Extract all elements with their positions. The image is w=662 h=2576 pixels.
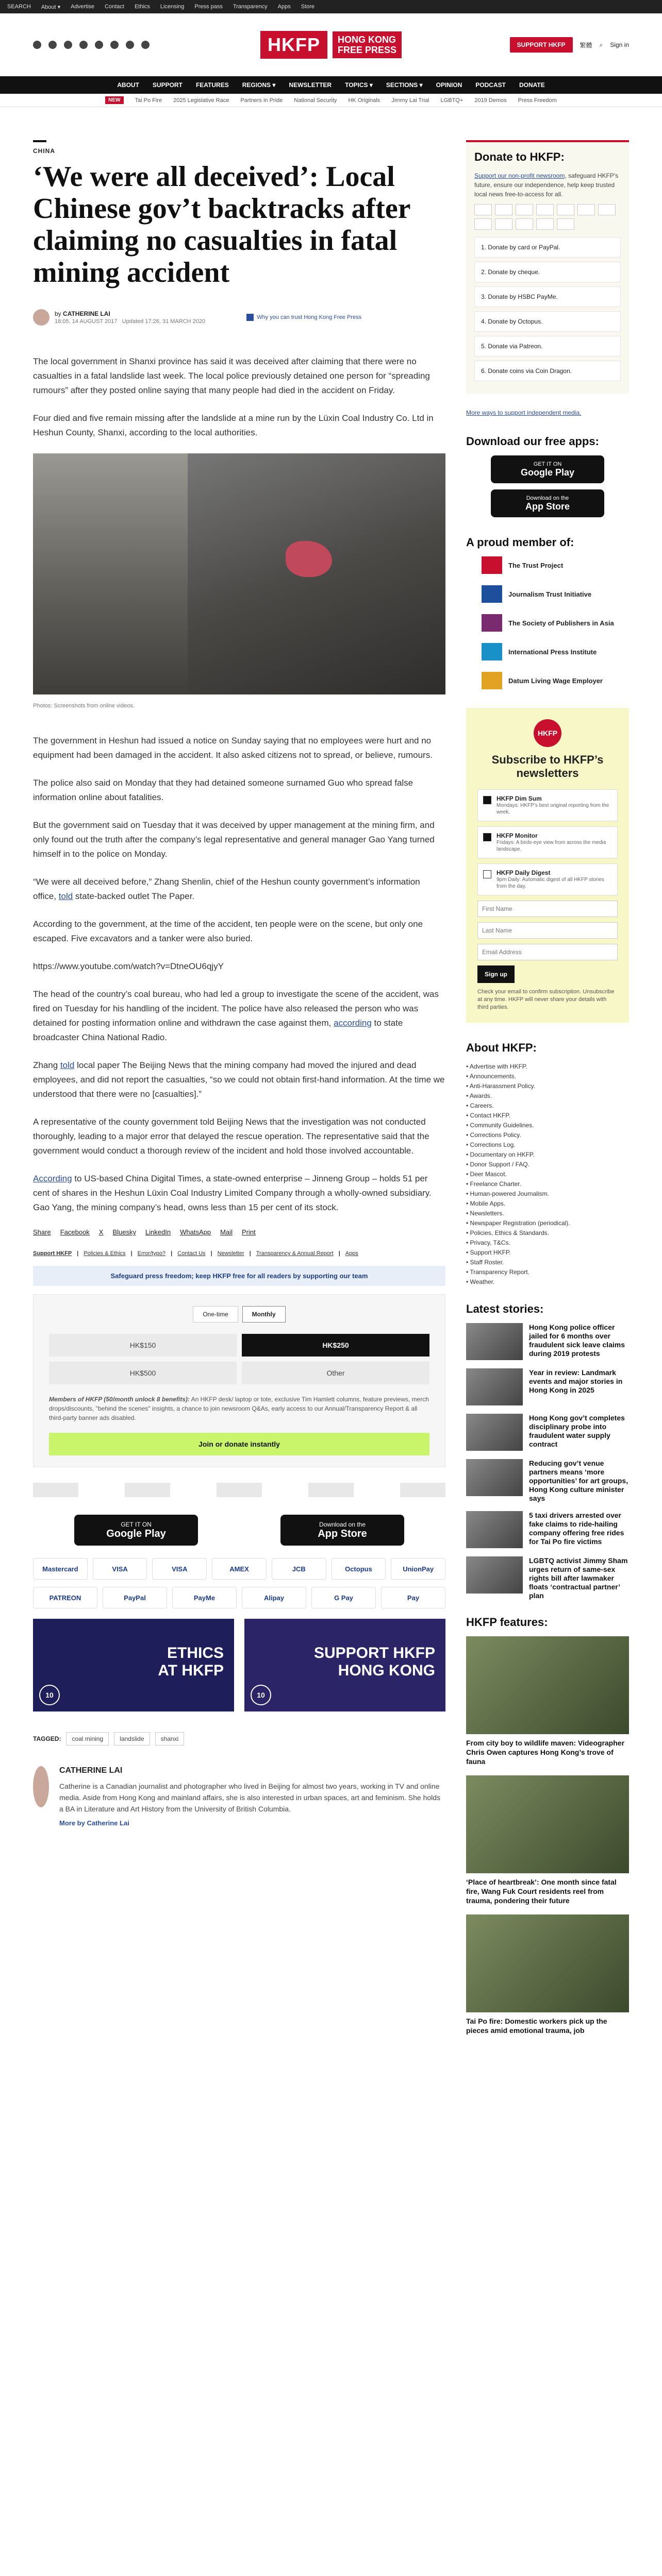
about-link[interactable]: • Transparency Report. [466, 1267, 629, 1277]
article-photo [33, 453, 445, 694]
about-link[interactable]: • Human-powered Journalism. [466, 1189, 629, 1199]
newsletter-option[interactable]: HKFP Daily Digest 9pm Daily: Automatic digest of all HKFP stories from the day. [477, 863, 618, 895]
about-link[interactable]: • Policies, Ethics & Standards. [466, 1228, 629, 1238]
youtube-icon[interactable] [95, 41, 103, 49]
sep: | [130, 1250, 133, 1257]
share-x[interactable]: X [98, 1228, 104, 1236]
share-bluesky[interactable]: Bluesky [112, 1228, 136, 1236]
member-trust-project[interactable]: The Trust Project [482, 556, 629, 574]
about-link[interactable]: • Freelance Charter. [466, 1179, 629, 1189]
about-title: About HKFP: [466, 1041, 537, 1054]
frequency-toggle [49, 1306, 429, 1323]
story-headline[interactable]: 5 taxi drivers arrested over fake claims to ride-hailing company offering free rides for Tai Po fire victims [529, 1511, 624, 1546]
paragraph: According to US-based China Digital Times, a state-owned enterprise – Jinneng Group – holds 51 per cent of shares in the Heshun Lüxin Coal Industry Limited Company through a wholly-owned subsidiary. Gao Yang, the mining company’s head, owns less than 15 per cent of its stock. [33, 1174, 432, 1212]
join-donate-button[interactable]: Join or donate instantly [49, 1433, 429, 1455]
topbar-item-press-pass[interactable]: Press pass [194, 4, 223, 10]
signup-button[interactable]: Sign up [477, 965, 515, 983]
nav-sections[interactable]: SECTIONS ▾ [386, 81, 423, 89]
link-newsletter[interactable]: Newsletter [217, 1250, 244, 1257]
trust-project-icon [246, 314, 254, 321]
sopa-icon [482, 614, 502, 632]
member-datum[interactable]: Datum Living Wage Employer [482, 672, 629, 689]
member-sopa[interactable]: The Society of Publishers in Asia [482, 614, 629, 632]
story-thumbnail[interactable] [466, 1459, 523, 1496]
latest-story[interactable] [466, 1459, 629, 1503]
card-icon [474, 218, 492, 230]
share-facebook[interactable]: Facebook [60, 1228, 90, 1236]
first-name-input[interactable] [477, 901, 618, 917]
sep: | [77, 1250, 79, 1257]
jti-icon [482, 585, 502, 603]
subnav-item[interactable]: 2025 Legislative Race [173, 97, 229, 104]
about-link[interactable]: • Support HKFP. [466, 1248, 629, 1258]
bluesky-icon[interactable] [79, 41, 88, 49]
threads-icon[interactable] [126, 41, 134, 49]
donate-option[interactable]: 5. Donate via Patreon. [474, 336, 621, 357]
amount-option[interactable]: HK$500 [49, 1362, 237, 1384]
nav-newsletter[interactable]: NEWSLETTER [289, 81, 332, 89]
topbar-item-store[interactable]: Store [301, 4, 315, 10]
feature-story[interactable] [466, 1636, 629, 1766]
sep: | [338, 1250, 340, 1257]
support-hkfp-button[interactable]: SUPPORT HKFP [510, 37, 573, 53]
about-link[interactable]: • Weather. [466, 1277, 629, 1287]
feature-headline[interactable]: Tai Po fire: Domestic workers pick up the pieces amid emotional trauma, job [466, 2017, 607, 2035]
share-bar [33, 1228, 445, 1236]
top-utility-bar [0, 0, 662, 13]
article [33, 140, 445, 2044]
subnav-item[interactable]: 2019 Demos [474, 97, 507, 104]
author-photo[interactable] [33, 1766, 49, 1807]
sep: | [249, 1250, 251, 1257]
nav-about[interactable]: ABOUT [117, 81, 139, 89]
card-icon [516, 204, 533, 215]
subnav-item[interactable]: National Security [294, 97, 337, 104]
newsletter-note: Check your email to confirm subscription. Unsubscribe at any time. HKFP will never share your details with third parties. [477, 989, 615, 1010]
latest-story[interactable] [466, 1556, 629, 1600]
checkbox[interactable] [483, 870, 491, 878]
search-icon[interactable]: ⌕ [599, 41, 603, 48]
apps-title: Download our free apps: [466, 435, 599, 448]
donate-widget [33, 1294, 445, 1467]
site-header [0, 13, 662, 76]
paragraph: Four died and five remain missing after the landslide at a mine run by the Lüxin Coal Industry Co. Ltd in Heshun County, Shanxi, according to the local authorities. [33, 413, 434, 437]
story-headline[interactable]: LGBTQ activist Jimmy Sham urges return of same-sex rights bill after lawmaker floats ‘contractual partner’ plan [529, 1556, 628, 1600]
signin-link[interactable]: Sign in [610, 41, 629, 48]
site-logo[interactable] [260, 31, 402, 59]
freq-monthly[interactable]: Monthly [242, 1306, 286, 1323]
donate-option[interactable]: 2. Donate by cheque. [474, 262, 621, 282]
nav-opinion[interactable]: OPINION [436, 81, 462, 89]
about-link[interactable]: • Contact HKFP. [466, 1111, 629, 1121]
amount-option-other[interactable]: Other [242, 1362, 429, 1384]
card-icon [557, 204, 574, 215]
share-whatsapp[interactable]: WhatsApp [180, 1228, 211, 1236]
photo-caption: Photos: Screenshots from online videos. [33, 703, 135, 709]
about-link[interactable]: • Staff Roster. [466, 1258, 629, 1267]
paragraph: The police also said on Monday that they had detained someone surnamed Guo who spread false information online about fatalities. [33, 778, 413, 802]
feature-image[interactable] [466, 1636, 629, 1734]
paragraph: According to the government, at the time of the accident, ten people were on the scene, but only one escaped. Five excavators and a tanker were also buried. [33, 919, 423, 943]
card-icon [536, 218, 554, 230]
story-thumbnail[interactable] [466, 1414, 523, 1451]
card-icon [495, 204, 512, 215]
subnav-item[interactable]: Partners in Pride [240, 97, 283, 104]
link-transparency[interactable]: Transparency & Annual Report [256, 1250, 334, 1257]
subnav-item[interactable]: Tai Po Fire [135, 97, 162, 104]
tags-label: TAGGED: [33, 1735, 61, 1742]
story-thumbnail[interactable] [466, 1368, 523, 1405]
story-thumbnail[interactable] [466, 1511, 523, 1548]
subnav-item[interactable]: Press Freedom [518, 97, 557, 104]
new-badge: NEW [105, 96, 123, 104]
feature-image[interactable] [466, 1775, 629, 1873]
payment-methods [33, 1558, 445, 1580]
app-store-row [33, 1515, 445, 1546]
inline-link[interactable]: told [60, 1060, 75, 1070]
latest-stories [466, 1323, 629, 1600]
about-link[interactable]: • Anti-Harassment Policy. [466, 1081, 629, 1091]
article-body [33, 354, 445, 1215]
about-link[interactable]: • Deer Mascot. [466, 1170, 629, 1179]
member-logos-row [33, 1483, 445, 1497]
support-promo[interactable]: SUPPORT HKFP HONG KONG 10 [244, 1619, 445, 1711]
donate-title: Donate to HKFP: [474, 150, 565, 163]
latest-story[interactable] [466, 1323, 629, 1360]
share-label[interactable]: Share [33, 1228, 51, 1236]
about-link[interactable]: • Careers. [466, 1101, 629, 1111]
card-icon [536, 204, 554, 215]
amex-icon[interactable]: AMEX [212, 1558, 267, 1580]
visa-icon[interactable]: VISA [93, 1558, 147, 1580]
feature-story[interactable] [466, 1775, 629, 1905]
newsletter-option[interactable]: HKFP Monitor Fridays: A birds-eye view from across the media landscape. [477, 826, 618, 858]
author-box-name[interactable]: CATHERINE LAI [59, 1766, 123, 1775]
topbar-item-about[interactable]: About ▾ [41, 4, 61, 10]
payme-icon[interactable]: PayMe [172, 1587, 237, 1608]
trust-project-logo[interactable] [33, 1483, 78, 1497]
topbar-item-apps[interactable]: Apps [277, 4, 291, 10]
app-store-button[interactable]: Download on the App Store [280, 1515, 404, 1546]
about-link[interactable]: • Privacy, T&Cs. [466, 1238, 629, 1248]
feature-headline[interactable]: ‘Place of heartbreak’: One month since fatal fire, Wang Fuk Court residents reel from trauma, pondering their future [466, 1878, 617, 1905]
donate-option[interactable]: 6. Donate coins via Coin Dragon. [474, 361, 621, 381]
author-bio: Catherine is a Canadian journalist and photographer who lived in Beijing for almost two years, working in TV and online media. Aside from Hong Kong and mainland affairs, she is also interested in urban spaces, art and feminism. She holds a BA in Literature and Art History from the University of British Columbia. [59, 1782, 441, 1813]
story-thumbnail[interactable] [466, 1323, 523, 1360]
more-ways-link[interactable]: More ways to support independent media. [466, 409, 582, 416]
datum-icon [482, 672, 502, 689]
newsletter-option[interactable]: HKFP Dim Sum Mondays: HKFP’s best original reporting from the week. [477, 789, 618, 821]
features-list [466, 1636, 629, 2035]
donate-option[interactable]: 3. Donate by HSBC PayMe. [474, 286, 621, 307]
accepted-cards [474, 204, 621, 230]
paragraph: But the government said on Tuesday that it was deceived by upper management at the mining firm, and only found out the truth after the company’s legal representative and general manager Gao Yang turned himself in to the police on Monday. [33, 820, 435, 859]
link-apps[interactable]: Apps [345, 1250, 358, 1257]
topbar-item-transparency[interactable]: Transparency [233, 4, 268, 10]
trust-link[interactable]: Why you can trust Hong Kong Free Press [246, 314, 361, 321]
article-title: ‘We were all deceived’: Local Chinese gov’t backtracks after claiming no casualties in fatal mining accident [33, 161, 410, 289]
mastercard-icon[interactable]: Mastercard [33, 1558, 88, 1580]
subnav-item[interactable]: LGBTQ+ [440, 97, 464, 104]
latest-story[interactable] [466, 1368, 629, 1405]
article-dates: 18:05, 14 AUGUST 2017 Updated 17:26, 31 MARCH 2020 [55, 318, 206, 325]
share-print[interactable]: Print [241, 1228, 256, 1236]
donate-text: Support our non-profit newsroom, safeguard HKFP’s future, ensure our independence, help keep trusted local news free-to-access for all. [474, 172, 619, 198]
card-icon [557, 218, 574, 230]
latest-title: Latest stories: [466, 1302, 544, 1315]
instagram-icon[interactable] [64, 41, 72, 49]
footer-links [33, 1250, 445, 1257]
ipi-logo[interactable] [308, 1483, 354, 1497]
about-link[interactable]: • Newspaper Registration (periodical). [466, 1218, 629, 1228]
octopus-icon[interactable]: Octopus [332, 1558, 386, 1580]
about-link[interactable]: • Corrections Log. [466, 1140, 629, 1150]
search-link[interactable]: SEARCH [7, 4, 31, 10]
checkbox-checked[interactable] [483, 833, 491, 841]
ethics-promo[interactable]: ETHICS AT HKFP 10 [33, 1619, 234, 1711]
donate-text-link[interactable]: Support our non-profit newsroom [474, 172, 565, 179]
unionpay-icon[interactable]: UnionPay [391, 1558, 445, 1580]
article-category[interactable]: CHINA [33, 147, 55, 155]
rss-icon[interactable] [141, 41, 150, 49]
tag[interactable]: coal mining [66, 1732, 109, 1745]
sep: | [171, 1250, 173, 1257]
linkedin-icon[interactable] [110, 41, 119, 49]
donate-option[interactable]: 4. Donate by Octopus. [474, 311, 621, 332]
latest-story[interactable] [466, 1414, 629, 1451]
share-mail[interactable]: Mail [220, 1228, 233, 1236]
member-ipi[interactable]: International Press Institute [482, 643, 629, 660]
about-link[interactable]: • Community Guidelines. [466, 1121, 629, 1130]
about-link[interactable]: • Corrections Policy. [466, 1130, 629, 1140]
visa-icon[interactable]: VISA [152, 1558, 207, 1580]
card-icon [516, 218, 533, 230]
member-list [466, 556, 629, 689]
link-support[interactable]: Support HKFP [33, 1250, 72, 1257]
newsletter-title: Subscribe to HKFP’s newsletters [491, 753, 604, 779]
nav-topics[interactable]: TOPICS ▾ [345, 81, 373, 89]
freq-one-time[interactable]: One-time [193, 1306, 238, 1323]
checkbox-checked[interactable] [483, 796, 491, 804]
feature-headline[interactable]: From city boy to wildlife maven: Videographer Chris Owen captures Hong Kong’s trove of fauna [466, 1739, 625, 1766]
story-thumbnail[interactable] [466, 1556, 523, 1594]
datum-logo[interactable] [400, 1483, 445, 1497]
gpay-icon[interactable]: G Pay [311, 1587, 376, 1608]
card-icon [598, 204, 616, 215]
language-switch[interactable]: 繁體 [580, 41, 592, 49]
byline [33, 309, 445, 326]
social-links [33, 41, 150, 49]
header-actions [510, 37, 629, 53]
about-link[interactable]: • Announcements. [466, 1072, 629, 1081]
paragraph: “We were all deceived before,” Zhang Shenlin, chief of the Heshun county government’s information office, told state-backed outlet The Paper. [33, 877, 420, 901]
topbar-item-contact[interactable]: Contact [105, 4, 124, 10]
jti-logo[interactable] [125, 1483, 170, 1497]
link-error[interactable]: Error/typo? [137, 1250, 166, 1257]
tag[interactable]: shanxi [155, 1732, 185, 1745]
card-icon [495, 218, 512, 230]
ipi-icon [482, 643, 502, 660]
promo-banners [33, 1619, 445, 1711]
tag[interactable]: landslide [114, 1732, 150, 1745]
amount-options [49, 1334, 429, 1384]
sopa-logo[interactable] [217, 1483, 262, 1497]
newsletter-signup [466, 708, 629, 1023]
about-link[interactable]: • Advertise with HKFP. [466, 1062, 629, 1072]
author-name[interactable]: CATHERINE LAI [63, 310, 110, 317]
more-by-author-link[interactable]: More by Catherine Lai [59, 1819, 129, 1827]
last-name-input[interactable] [477, 922, 618, 939]
youtube-link[interactable]: https://www.youtube.com/watch?v=DtneOU6qjyY [33, 961, 224, 971]
about-link[interactable]: • Newsletters. [466, 1209, 629, 1218]
topbar-item-ethics[interactable]: Ethics [134, 4, 150, 10]
paragraph: Zhang told local paper The Beijing News that the mining company had moved the injured and dead employees, and did not report the casualties, “so we could not obtain first-hand information. At the time we understood that there were no [casualties].” [33, 1060, 445, 1099]
nav-features[interactable]: FEATURES [195, 81, 229, 89]
safeguard-banner[interactable]: Safeguard press freedom; keep HKFP free for all readers by supporting our team [33, 1266, 445, 1286]
nav-support[interactable]: SUPPORT [152, 81, 183, 89]
byline-by: by [55, 310, 61, 317]
link-contact[interactable]: Contact Us [177, 1250, 206, 1257]
trust-project-icon [482, 556, 502, 574]
about-link[interactable]: • Awards. [466, 1091, 629, 1101]
sub-nav [0, 94, 662, 107]
amount-option[interactable]: HK$150 [49, 1334, 237, 1357]
facebook-icon[interactable] [48, 41, 57, 49]
jcb-icon[interactable]: JCB [272, 1558, 326, 1580]
feature-image[interactable] [466, 1914, 629, 2012]
paypal-icon[interactable]: PayPal [103, 1587, 167, 1608]
author-box [33, 1766, 445, 1827]
members-benefits: Members of HKFP (50/month unlock 8 benefits): An HKFP desk/ laptop or tote, exclusive Tim Hamlett columns, feature previews, merch drops/discounts, "behind the scenes" insights, a chance to join newsroom Q&As, early access to our Annual/Transparency Report & all third-party banner ads disabled. [49, 1396, 429, 1421]
subnav-item[interactable]: HK Originals [348, 97, 380, 104]
donate-card [466, 140, 629, 394]
side-app-store-button[interactable]: Download on the App Store [491, 489, 604, 517]
page-body [33, 107, 629, 2044]
paragraph: The head of the country’s coal bureau, who had led a group to investigate the scene of the accident, was fired on Tuesday for his handling of the incident. The police have also released the person who was detained for posting information online and withdrawn the case against them, according to state broadcaster China National Radio. [33, 989, 439, 1042]
nav-regions[interactable]: REGIONS ▾ [242, 81, 276, 89]
link-policies[interactable]: Policies & Ethics [84, 1250, 126, 1257]
about-link[interactable]: • Donor Support / FAQ. [466, 1160, 629, 1170]
about-link[interactable]: • Mobile Apps. [466, 1199, 629, 1209]
member-title: A proud member of: [466, 536, 574, 549]
applepay-icon[interactable]: Pay [381, 1587, 445, 1608]
about-list [466, 1062, 629, 1287]
about-link[interactable]: • Documentary on HKFP. [466, 1150, 629, 1160]
patreon-icon[interactable]: PATREON [33, 1587, 97, 1608]
main-nav [0, 76, 662, 94]
inline-link[interactable]: told [58, 891, 73, 901]
features-title: HKFP features: [466, 1616, 548, 1629]
story-headline[interactable]: Hong Kong police officer jailed for 6 months over fraudulent sick leave claims during 2019 protests [529, 1323, 625, 1358]
paragraph: The government in Heshun had issued a notice on Sunday saying that no employees were hurt and no equipment had been damaged in the accident. It also asked citizens not to spread, or believe, rumours. [33, 736, 433, 760]
amount-option-selected[interactable]: HK$250 [242, 1334, 429, 1357]
subnav-item[interactable]: Jimmy Lai Trial [391, 97, 429, 104]
x-icon[interactable] [33, 41, 41, 49]
nav-donate[interactable]: DONATE [519, 81, 545, 89]
nav-podcast[interactable]: PODCAST [475, 81, 506, 89]
story-headline[interactable]: Year in review: Landmark events and major stories in Hong Kong in 2025 [529, 1368, 623, 1394]
logo-mark: HKFP [260, 31, 327, 59]
donate-option[interactable]: 1. Donate by card or PayPal. [474, 237, 621, 258]
google-play-button[interactable]: GET IT ON Google Play [74, 1515, 198, 1546]
latest-story[interactable] [466, 1511, 629, 1548]
author-avatar[interactable] [33, 309, 49, 326]
side-google-play-button[interactable]: GET IT ON Google Play [491, 455, 604, 483]
share-linkedin[interactable]: LinkedIn [145, 1228, 171, 1236]
alipay-icon[interactable]: Alipay [242, 1587, 306, 1608]
member-jti[interactable]: Journalism Trust Initiative [482, 585, 629, 603]
sep: | [210, 1250, 212, 1257]
payment-methods [33, 1587, 445, 1608]
newsletter-logo: HKFP [534, 719, 561, 747]
story-headline[interactable]: Hong Kong gov’t completes disciplinary probe into fraudulent water supply contract [529, 1414, 625, 1448]
paragraph: A representative of the county government told Beijing News that the investigation was not conducted thoroughly, leading to a major error that delayed the rescue operation. The representative said that the government would conduct a thorough review of the incident and hold those involved accountable. [33, 1117, 429, 1156]
sidebar [466, 140, 629, 2044]
card-icon [474, 204, 492, 215]
email-input[interactable] [477, 944, 618, 960]
topbar-item-licensing[interactable]: Licensing [160, 4, 185, 10]
inline-link[interactable]: according [334, 1018, 372, 1028]
card-icon [577, 204, 595, 215]
story-headline[interactable]: Reducing gov’t venue partners means ‘more opportunities’ for art groups, Hong Kong culture minister says [529, 1459, 628, 1502]
category-rule [33, 140, 46, 142]
topbar-item-advertise[interactable]: Advertise [71, 4, 95, 10]
inline-link[interactable]: According [33, 1174, 72, 1183]
logo-text: HONG KONG FREE PRESS [333, 31, 402, 58]
feature-story[interactable] [466, 1914, 629, 2035]
tags-row [33, 1732, 445, 1745]
paragraph: The local government in Shanxi province has said it was deceived after claiming that there were no casualties in a fatal landslide last week. The local police previously detained one person for “spreading rumours” after they posted online saying that many people had died in the accident on Friday. [33, 357, 430, 395]
